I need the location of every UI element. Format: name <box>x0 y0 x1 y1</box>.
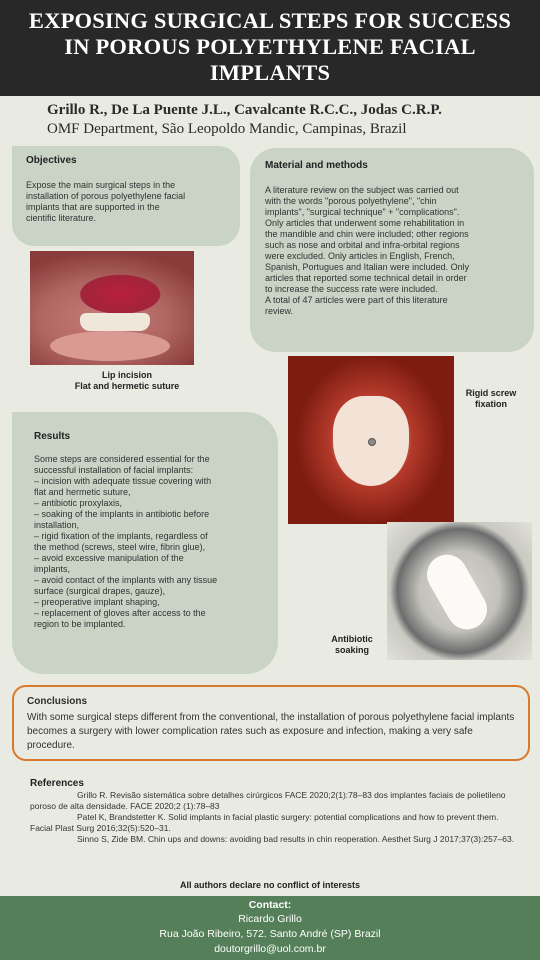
conflict-declaration: All authors declare no conflict of interests <box>179 880 361 890</box>
results-text: Some steps are considered essential for the successful installation of facial implants: – incision with adequate tissue covering with flat and hermetic suture, – antibiotic proxylaxis, – soaking of the implants in antibiotic before installation, – rigid fixation of the implants, regardless of the method (screws, steel wire, fibrin glue), – avoid excessive manipulation of the implants, – avoid contact of the implants with any tissue surface (surgical drapes, gauze), – preoperative implant shaping, – replacement of gloves after access to the region to be implanted. <box>34 454 218 629</box>
screw-shape <box>368 438 376 446</box>
antibiotic-soaking-caption: Antibiotic soaking <box>331 634 373 655</box>
methods-heading: Material and methods <box>265 160 368 171</box>
contact-footer <box>0 896 540 960</box>
authors-block <box>47 101 442 139</box>
contact-heading: Contact: <box>248 899 292 911</box>
objectives-text: Expose the main surgical steps in the installation of porous polyethylene facial implants that are supported in the cientific literature. <box>26 180 186 223</box>
antibiotic-soaking-photo <box>387 522 532 660</box>
lip-incision-caption: Lip incision Flat and hermetic suture <box>74 370 180 391</box>
conclusions-box <box>12 685 530 761</box>
contact-name: Ricardo Grillo <box>238 913 302 925</box>
screw-fixation-photo <box>288 356 454 524</box>
references-heading: References <box>30 778 84 789</box>
contact-email[interactable]: doutorgrillo@uol.com.br <box>214 943 326 955</box>
methods-box <box>250 148 534 352</box>
lip-incision-photo <box>30 251 194 365</box>
poster-header <box>0 0 540 96</box>
screw-fixation-caption: Rigid screw fixation <box>465 388 517 409</box>
conclusions-text: With some surgical steps different from the conventional, the installation of porous polyethylene facial implants becomes a surgery with lower complication rates such as exposure and infection, making a very safe procedure. <box>27 712 515 751</box>
conclusions-heading: Conclusions <box>27 696 88 707</box>
reference-item: Patel K, Brandstetter K. Solid implants in facial plastic surgery: potential complications and how to prevent them. Facial Plast Surg 2016;32(5):520–31. <box>30 812 499 833</box>
poster-title: EXPOSING SURGICAL STEPS FOR SUCCESS IN POROUS POLYETHYLENE FACIAL IMPLANTS <box>28 8 512 85</box>
objectives-heading: Objectives <box>26 155 77 166</box>
implant-shape <box>420 547 495 636</box>
results-heading: Results <box>34 431 71 442</box>
reference-item: Grillo R. Revisão sistemática sobre detalhes cirúrgicos FACE 2020;2(1):78–83 dos implantes faciais de polietileno poroso de alta densidade. FACE 2020;2 (1):78–83 <box>30 790 506 811</box>
affiliation: OMF Department, São Leopoldo Mandic, Campinas, Brazil <box>47 121 407 137</box>
objectives-box <box>12 146 240 246</box>
lip-shape <box>50 331 170 361</box>
references-section <box>30 778 520 845</box>
contact-address: Rua João Ribeiro, 572. Santo André (SP) Brazil <box>159 928 381 940</box>
teeth-shape <box>80 313 150 331</box>
reference-item: Sinno S, Zide BM. Chin ups and downs: avoiding bad results in chin reoperation. Aesthet Surg J 2017;37(3):257–63. <box>77 834 515 844</box>
results-box <box>12 412 278 674</box>
author-names: Grillo R., De La Puente J.L., Cavalcante R.C.C., Jodas C.R.P. <box>47 102 442 118</box>
methods-text: A literature review on the subject was carried out with the words "porous polyethylene", "chin implants", "surgical technique" + "complications". Only articles that underwent some rehabilitation in the mandible and chin were included; other regions such as nose and orbital and infra-orbital regions were excluded. Only articles in English, French, Spanish, Portugues and Italian were included. Only articles that reported some technical detail in order to increase the success rate were included. A total of 47 articles were part of this literature review. <box>265 185 470 316</box>
